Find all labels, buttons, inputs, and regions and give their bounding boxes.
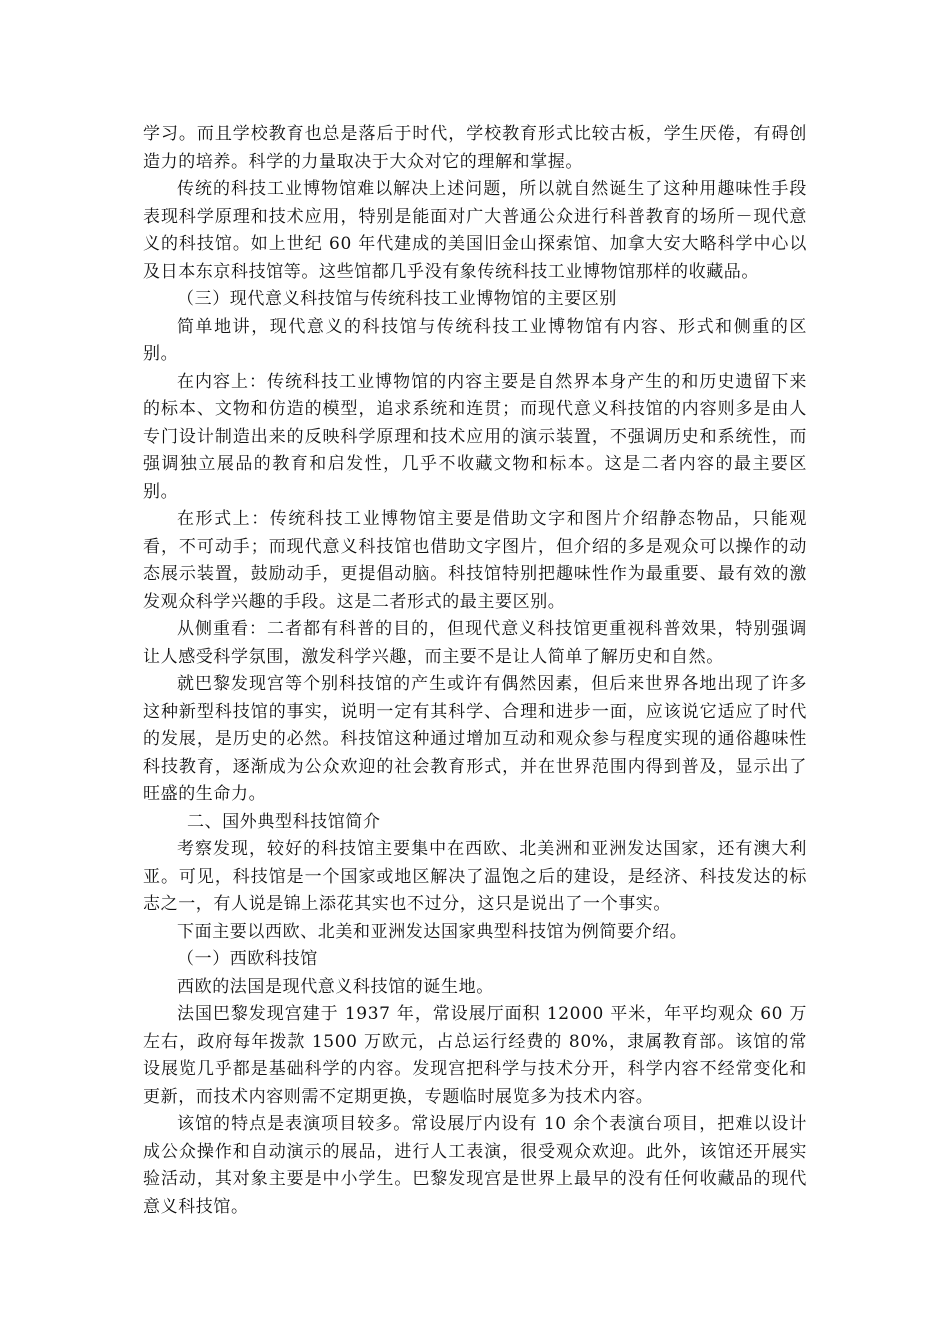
chapter-heading-2: 二、国外典型科技馆简介 [187,811,381,832]
paragraph: 从侧重看：二者都有科普的目的，但现代意义科技馆更重视科普效果，特别强调让人感受科学氛围，激发科学兴趣，而主要不是让人简单了解历史和自然。 [143,619,807,667]
paragraph: 传统的科技工业博物馆难以解决上述问题，所以就自然诞生了这种用趣味性手段表现科学原理和技术应用，特别是能面对广大普通公众进行科普教育的场所－现代意义的科技馆。如上世纪 60 年代建成的美国旧金山探索馆、加拿大安大略科学中心以及日本东京科技馆等。这些馆都几乎没有象传统科技工业博物馆那样的收藏品。 [143,179,807,282]
paragraph: 西欧的法国是现代意义科技馆的诞生地。 [177,976,494,997]
paragraph-continuation: 学习。而且学校教育也总是落后于时代，学校教育形式比较古板，学生厌倦，有碍创造力的培养。科学的力量取决于大众对它的理解和掌握。 [143,124,807,172]
paragraph: 下面主要以西欧、北美和亚洲发达国家典型科技馆为例简要介绍。 [177,921,688,942]
document-page [143,121,807,1221]
paragraph: 该馆的特点是表演项目较多。常设展厅内设有 10 余个表演台项目，把难以设计成公众操作和自动演示的展品，进行人工表演，很受观众欢迎。此外，该馆还开展实验活动，其对象主要是中小学生。巴黎发现宫是世界上最早的没有任何收藏品的现代意义科技馆。 [143,1114,807,1217]
paragraph: 在内容上：传统科技工业博物馆的内容主要是自然界本身产生的和历史遗留下来的标本、文物和仿造的模型，追求系统和连贯；而现代意义科技馆的内容则多是由人专门设计制造出来的反映科学原理和技术应用的演示装置，不强调历史和系统性，而强调独立展品的教育和启发性，几乎不收藏文物和标本。这是二者内容的最主要区别。 [143,371,807,502]
paragraph: 简单地讲，现代意义的科技馆与传统科技工业博物馆有内容、形式和侧重的区别。 [143,316,807,364]
paragraph: 就巴黎发现宫等个别科技馆的产生或许有偶然因素，但后来世界各地出现了许多这种新型科技馆的事实，说明一定有其科学、合理和进步一面，应该说它适应了时代的发展，是历史的必然。科技馆这种通过增加互动和观众参与程度实现的通俗趣味性科技教育，逐渐成为公众欢迎的社会教育形式，并在世界范围内得到普及，显示出了旺盛的生命力。 [143,674,807,804]
paragraph: 考察发现，较好的科技馆主要集中在西欧、北美洲和亚洲发达国家，还有澳大利亚。可见，科技馆是一个国家或地区解决了温饱之后的建设，是经济、科技发达的标志之一，有人说是锦上添花其实也不过分，这只是说出了一个事实。 [143,839,807,914]
paragraph: 法国巴黎发现宫建于 1937 年，常设展厅面积 12000 平米，年平均观众 60 万左右，政府每年拨款 1500 万欧元，占总运行经费的 80%，隶属教育部。该馆的常设展览几乎都是基础科学的内容。发现宫把科学与技术分开，科学内容不经常变化和更新，而技术内容则需不定期更换，专题临时展览多为技术内容。 [143,1004,807,1107]
paragraph: 在形式上：传统科技工业博物馆主要是借助文字和图片介绍静态物品，只能观看，不可动手；而现代意义科技馆也借助文字图片，但介绍的多是观众可以操作的动态展示装置，鼓励动手，更提倡动脑。科技馆特别把趣味性作为最重要、最有效的激发观众科学兴趣的手段。这是二者形式的最主要区别。 [143,509,807,612]
section-heading-1: （一）西欧科技馆 [177,949,318,969]
section-heading-3: （三）现代意义科技馆与传统科技工业博物馆的主要区别 [177,289,617,309]
